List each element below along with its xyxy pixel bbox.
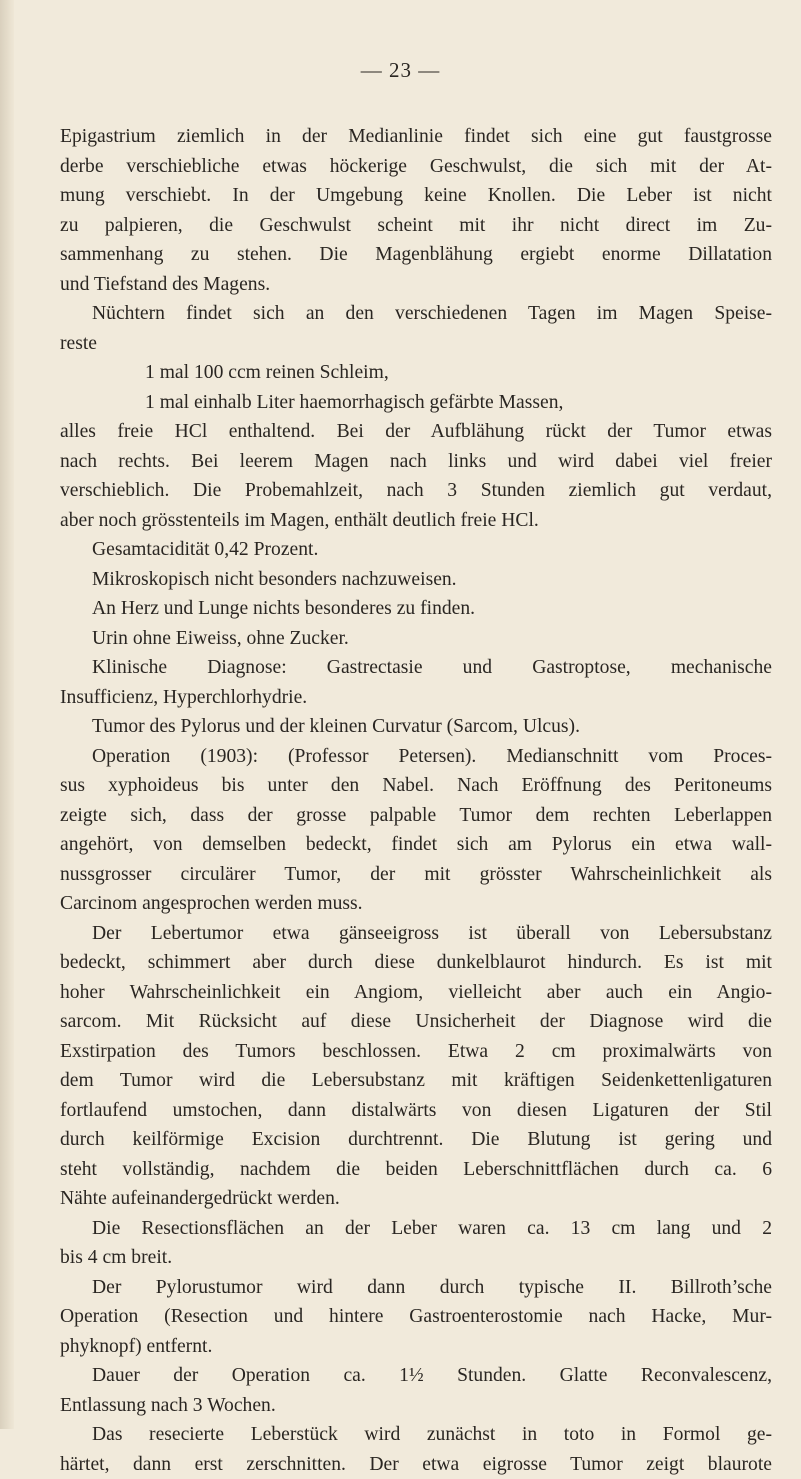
text-line: Tumor des Pylorus und der kleinen Curvatur (Sarcom, Ulcus). xyxy=(60,712,772,742)
text-line: Epigastrium ziemlich in der Medianlinie findet sich eine gut faustgrosse xyxy=(60,122,772,152)
text-line: durch keilförmige Excision durchtrennt. Die Blutung ist gering und xyxy=(60,1125,772,1155)
text-line: 1 mal einhalb Liter haemorrhagisch gefärbte Massen, xyxy=(60,388,772,418)
text-line: Carcinom angesprochen werden muss. xyxy=(60,889,772,919)
text-line: Nüchtern findet sich an den verschiedenen Tagen im Magen Speise- xyxy=(60,299,772,329)
text-line: 1 mal 100 ccm reinen Schleim, xyxy=(60,358,772,388)
text-line: fortlaufend umstochen, dann distalwärts von diesen Ligaturen der Stil xyxy=(60,1096,772,1126)
text-line: Dauer der Operation ca. 1½ Stunden. Glatte Reconvalescenz, xyxy=(60,1361,772,1391)
text-line: steht vollständig, nachdem die beiden Leberschnittflächen durch ca. 6 xyxy=(60,1155,772,1185)
text-line: Gesamtacidität 0,42 Prozent. xyxy=(60,535,772,565)
text-line: Exstirpation des Tumors beschlossen. Etwa 2 cm proximalwärts von xyxy=(60,1037,772,1067)
text-line: nussgrosser circulärer Tumor, der mit grösster Wahrscheinlichkeit als xyxy=(60,860,772,890)
text-line: Insufficienz, Hyperchlorhydrie. xyxy=(60,683,772,713)
text-line: Nähte aufeinandergedrückt werden. xyxy=(60,1184,772,1214)
text-line: sammenhang zu stehen. Die Magenblähung ergiebt enorme Dillatation xyxy=(60,240,772,270)
text-line: bedeckt, schimmert aber durch diese dunkelblaurot hindurch. Es ist mit xyxy=(60,948,772,978)
text-line: dem Tumor wird die Lebersubstanz mit kräftigen Seidenkettenligaturen xyxy=(60,1066,772,1096)
text-line: Entlassung nach 3 Wochen. xyxy=(60,1391,772,1421)
text-line: härtet, dann erst zerschnitten. Der etwa eigrosse Tumor zeigt blaurote xyxy=(60,1450,772,1479)
text-line: An Herz und Lunge nichts besonderes zu finden. xyxy=(60,594,772,624)
text-line: alles freie HCl enthaltend. Bei der Aufblähung rückt der Tumor etwas xyxy=(60,417,772,447)
text-line: Urin ohne Eiweiss, ohne Zucker. xyxy=(60,624,772,654)
text-line: mung verschiebt. In der Umgebung keine Knollen. Die Leber ist nicht xyxy=(60,181,772,211)
text-line: zeigte sich, dass der grosse palpable Tumor dem rechten Leberlappen xyxy=(60,801,772,831)
text-line: nach rechts. Bei leerem Magen nach links und wird dabei viel freier xyxy=(60,447,772,477)
text-line: Klinische Diagnose: Gastrectasie und Gastroptose, mechanische xyxy=(60,653,772,683)
text-line: Operation (1903): (Professor Petersen). Medianschnitt vom Proces- xyxy=(60,742,772,772)
text-line: und Tiefstand des Magens. xyxy=(60,270,772,300)
text-line: sus xyphoideus bis unter den Nabel. Nach Eröffnung des Peritoneums xyxy=(60,771,772,801)
text-line: reste xyxy=(60,329,772,359)
text-line: bis 4 cm breit. xyxy=(60,1243,772,1273)
body-text xyxy=(60,122,772,1479)
text-line: verschieblich. Die Probemahlzeit, nach 3 Stunden ziemlich gut verdaut, xyxy=(60,476,772,506)
text-line: derbe verschiebliche etwas höckerige Geschwulst, die sich mit der At- xyxy=(60,152,772,182)
page-gutter-shadow xyxy=(0,0,14,1429)
text-line: Das resecierte Leberstück wird zunächst in toto in Formol ge- xyxy=(60,1420,772,1450)
text-line: hoher Wahrscheinlichkeit ein Angiom, vielleicht aber auch ein Angio- xyxy=(60,978,772,1008)
text-line: angehört, von demselben bedeckt, findet sich am Pylorus ein etwa wall- xyxy=(60,830,772,860)
text-line: phyknopf) entfernt. xyxy=(60,1332,772,1362)
text-line: Der Pylorustumor wird dann durch typische II. Billroth’sche xyxy=(60,1273,772,1303)
text-line: Operation (Resection und hintere Gastroenterostomie nach Hacke, Mur- xyxy=(60,1302,772,1332)
text-line: Mikroskopisch nicht besonders nachzuweisen. xyxy=(60,565,772,595)
text-line: zu palpieren, die Geschwulst scheint mit ihr nicht direct im Zu- xyxy=(60,211,772,241)
text-line: aber noch grösstenteils im Magen, enthält deutlich freie HCl. xyxy=(60,506,772,536)
text-line: Der Lebertumor etwa gänseeigross ist überall von Lebersubstanz xyxy=(60,919,772,949)
page-number: — 23 — xyxy=(0,58,801,83)
text-line: sarcom. Mit Rücksicht auf diese Unsicherheit der Diagnose wird die xyxy=(60,1007,772,1037)
text-line: Die Resectionsflächen an der Leber waren ca. 13 cm lang und 2 xyxy=(60,1214,772,1244)
